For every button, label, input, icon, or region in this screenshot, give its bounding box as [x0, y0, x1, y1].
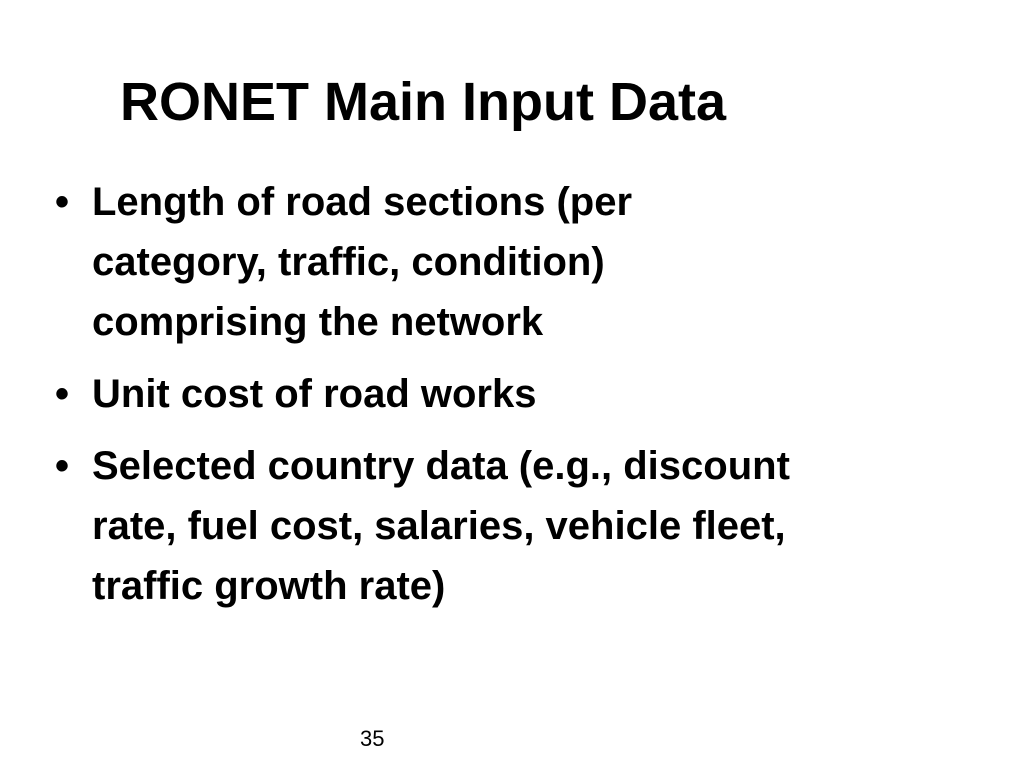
bullet-icon: •	[55, 372, 70, 416]
slide-title: RONET Main Input Data	[120, 72, 726, 132]
bullet-text-line: Selected country data (e.g., discount	[92, 444, 790, 488]
bullet-text-line: Unit cost of road works	[92, 372, 537, 416]
bullet-text-line: traffic growth rate)	[92, 564, 446, 608]
bullet-text-line: Length of road sections (per	[92, 180, 633, 224]
page-number: 35	[360, 726, 385, 751]
bullet-text-line: rate, fuel cost, salaries, vehicle fleet,	[92, 504, 786, 548]
bullet-item	[0, 436, 1024, 616]
bullet-icon: •	[55, 180, 70, 224]
bullet-text-line: category, traffic, condition)	[92, 240, 605, 284]
bullet-text-line: comprising the network	[92, 300, 544, 344]
bullet-item	[0, 364, 1024, 424]
bullet-icon: •	[55, 444, 70, 488]
bullet-list	[0, 172, 1024, 616]
bullet-item	[0, 172, 1024, 352]
